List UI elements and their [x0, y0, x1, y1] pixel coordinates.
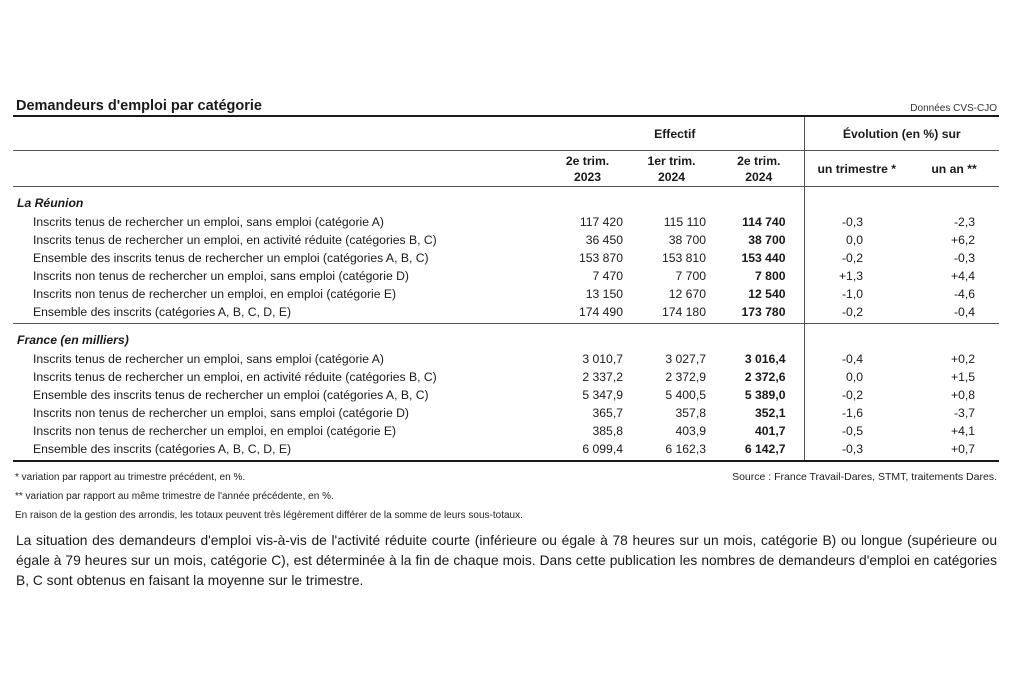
- row-label: Inscrits non tenus de rechercher un emploi, en emploi (catégorie E): [33, 424, 397, 438]
- section-title: France (en milliers): [17, 333, 129, 347]
- section-header: [13, 324, 999, 351]
- note-3: En raison de la gestion des arrondis, les totaux peuvent très légèrement différer de la somme de leurs sous-totaux.: [15, 510, 523, 521]
- row-label: Inscrits non tenus de rechercher un emploi, en emploi (catégorie E): [33, 287, 397, 301]
- row-label: Ensemble des inscrits tenus de rechercher un emploi (catégories A, B, C): [33, 388, 429, 402]
- value-2023-q2: 365,7: [592, 406, 623, 420]
- table-row: [13, 249, 999, 267]
- value-2024-q2: 7 800: [755, 269, 786, 283]
- row-label: Inscrits tenus de rechercher un emploi, sans emploi (catégorie A): [33, 352, 384, 366]
- evolution-year: -2,3: [954, 215, 976, 229]
- value-2023-q2: 2 337,2: [582, 370, 623, 384]
- value-2024-q2: 153 440: [741, 251, 786, 265]
- header-q3-line1: 2e trim.: [737, 153, 781, 168]
- value-2024-q1: 153 810: [661, 251, 706, 265]
- note-1: * variation par rapport au trimestre précédent, en %.: [15, 472, 246, 483]
- header-q2-line1: 1er trim.: [647, 153, 696, 168]
- evolution-year: -3,7: [954, 406, 976, 420]
- header-q1-line1: 2e trim.: [565, 153, 610, 168]
- evolution-year: +6,2: [950, 233, 976, 247]
- value-2023-q2: 153 870: [578, 251, 623, 265]
- source-note: Source : France Travail-Dares, STMT, traitements Dares.: [732, 471, 997, 483]
- table-row: [13, 213, 999, 231]
- value-2024-q1: 115 110: [663, 215, 706, 229]
- evolution-quarter: -0,2: [804, 386, 909, 404]
- value-2024-q1: 403,9: [675, 424, 706, 438]
- header-ev-an: un an **: [909, 151, 999, 187]
- value-2023-q2: 174 490: [546, 303, 629, 324]
- evolution-quarter: -0,2: [804, 303, 909, 324]
- section-evolution-spacer: [804, 324, 999, 351]
- evolution-quarter: -0,2: [804, 249, 909, 267]
- row-label: Inscrits non tenus de rechercher un emploi, sans emploi (catégorie D): [33, 269, 409, 283]
- evolution-quarter: 0,0: [804, 368, 909, 386]
- evolution-year: +0,8: [950, 388, 976, 402]
- table-row: [13, 368, 999, 386]
- value-2024-q1: 2 372,9: [665, 370, 706, 384]
- value-2024-q2: 352,1: [755, 406, 786, 420]
- value-2024-q2: 38 700: [748, 233, 786, 247]
- header-blank: [13, 117, 546, 151]
- section-title: La Réunion: [17, 196, 84, 210]
- value-2024-q1: 7 700: [675, 269, 706, 283]
- value-2024-q1: 6 162,3: [629, 440, 714, 461]
- table-row: [13, 303, 999, 324]
- header-blank-2: [13, 151, 546, 187]
- table-row: [13, 422, 999, 440]
- value-2023-q2: 117 420: [579, 215, 623, 229]
- evolution-year: -0,4: [909, 303, 999, 324]
- table-row: [13, 440, 999, 461]
- value-2023-q2: 36 450: [585, 233, 623, 247]
- header-row-top: [13, 117, 999, 151]
- evolution-quarter: -0,4: [804, 350, 909, 368]
- value-2023-q2: 3 010,7: [582, 352, 623, 366]
- value-2024-q2: 12 540: [748, 287, 786, 301]
- value-2023-q2: 7 470: [592, 269, 623, 283]
- value-2024-q2: 401,7: [755, 424, 786, 438]
- row-label: Inscrits non tenus de rechercher un emploi, sans emploi (catégorie D): [33, 406, 409, 420]
- evolution-year: +4,4: [950, 269, 976, 283]
- evolution-quarter: -0,3: [804, 440, 909, 461]
- evolution-year: -0,3: [954, 251, 976, 265]
- value-2024-q1: 38 700: [668, 233, 706, 247]
- header-evolution: Évolution (en %) sur: [804, 117, 999, 151]
- header-q3: [714, 151, 804, 187]
- section-evolution-spacer: [804, 187, 999, 214]
- table-row: [13, 350, 999, 368]
- header-q2: [629, 151, 714, 187]
- value-2024-q1: 3 027,7: [665, 352, 706, 366]
- evolution-quarter: -0,5: [804, 422, 909, 440]
- table-row: [13, 231, 999, 249]
- header-q3-line2: 2024: [745, 169, 773, 184]
- header-q1: [546, 151, 629, 187]
- note-2: ** variation par rapport au même trimestre de l'année précédente, en %.: [15, 491, 334, 502]
- table-row: [13, 404, 999, 422]
- value-2024-q2: 5 389,0: [744, 388, 786, 402]
- row-label: Inscrits tenus de rechercher un emploi, en activité réduite (catégories B, C): [33, 370, 437, 384]
- evolution-year: +4,1: [950, 424, 976, 438]
- title-row: [13, 94, 999, 117]
- value-2024-q1: 357,8: [675, 406, 706, 420]
- value-2024-q2: 2 372,6: [744, 370, 786, 384]
- row-label: Ensemble des inscrits (catégories A, B, C, D, E): [13, 303, 546, 324]
- evolution-year: +0,2: [950, 352, 976, 366]
- value-2023-q2: 13 150: [585, 287, 623, 301]
- evolution-quarter: -0,3: [804, 213, 909, 231]
- row-label: Ensemble des inscrits tenus de rechercher un emploi (catégories A, B, C): [33, 251, 429, 265]
- evolution-year: -4,6: [954, 287, 976, 301]
- evolution-year: +1,5: [950, 370, 976, 384]
- value-2024-q1: 12 670: [668, 287, 706, 301]
- header-ev-trim: un trimestre *: [804, 151, 909, 187]
- table-title: Demandeurs d'emploi par catégorie: [16, 98, 262, 114]
- evolution-quarter: -1,6: [804, 404, 909, 422]
- value-2024-q2: 114 740: [742, 215, 786, 229]
- value-2024-q2: 173 780: [714, 303, 804, 324]
- section-header: [13, 187, 999, 214]
- header-effectif: Effectif: [546, 117, 804, 151]
- evolution-quarter: -1,0: [804, 285, 909, 303]
- row-label: Ensemble des inscrits (catégories A, B, C, D, E): [13, 440, 546, 461]
- table-block: [13, 94, 999, 525]
- row-label: Inscrits tenus de rechercher un emploi, sans emploi (catégorie A): [33, 215, 384, 229]
- table-row: [13, 267, 999, 285]
- row-label: Inscrits tenus de rechercher un emploi, en activité réduite (catégories B, C): [33, 233, 437, 247]
- value-2023-q2: 5 347,9: [582, 388, 623, 402]
- table-row: [13, 285, 999, 303]
- value-2023-q2: 385,8: [592, 424, 623, 438]
- job-seekers-table: [13, 117, 999, 462]
- explanatory-paragraph: La situation des demandeurs d'emploi vis-à-vis de l'activité réduite courte (inférieure ou égale à 78 heures sur un mois, catégorie B) ou longue (supérieure ou égale à 79 heures sur un mois, catégorie C), est déterminée à la fin de chaque mois. Dans cette publication les nombres de demandeurs d'emploi en catégories B, C sont obtenus en faisant la moyenne sur le trimestre.: [16, 533, 997, 588]
- evolution-year: +0,7: [909, 440, 999, 461]
- value-2023-q2: 6 099,4: [546, 440, 629, 461]
- header-q1-line2: 2023: [573, 169, 602, 184]
- value-2024-q1: 174 180: [629, 303, 714, 324]
- header-q2-line2: 2024: [657, 169, 686, 184]
- header-row-bottom: [13, 151, 999, 187]
- value-2024-q2: 3 016,4: [744, 352, 786, 366]
- value-2024-q2: 6 142,7: [714, 440, 804, 461]
- notes-block: [13, 468, 999, 525]
- evolution-quarter: 0,0: [804, 231, 909, 249]
- value-2024-q1: 5 400,5: [665, 388, 706, 402]
- data-type-note: Données CVS-CJO: [910, 103, 997, 114]
- evolution-quarter: +1,3: [804, 267, 909, 285]
- table-row: [13, 386, 999, 404]
